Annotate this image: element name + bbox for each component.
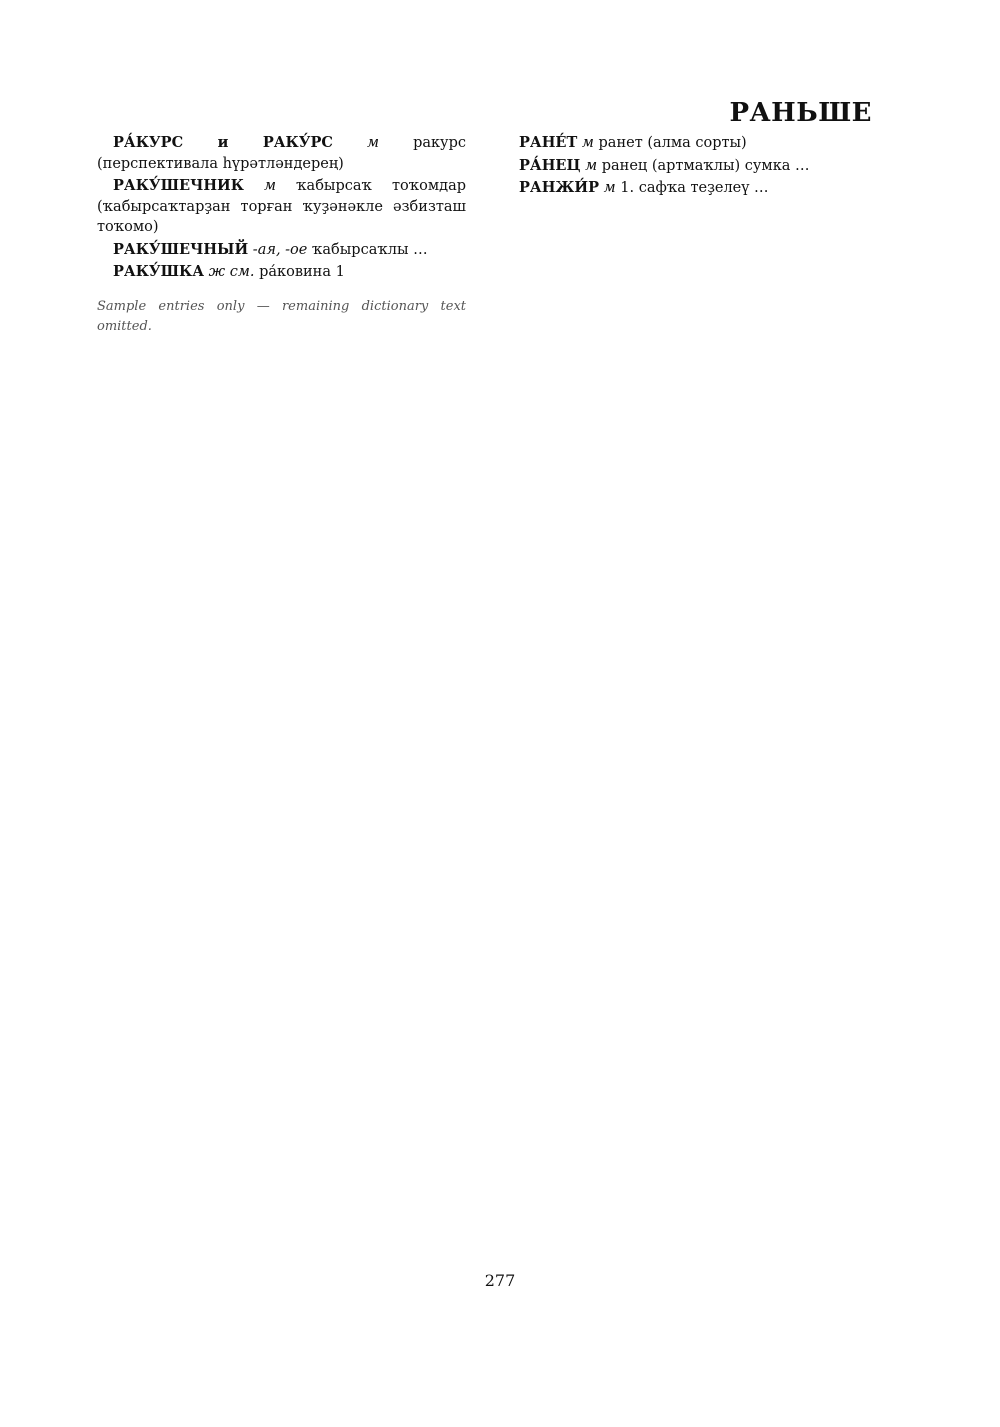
- entry-translation: ранет (алма сорты): [598, 135, 747, 151]
- entry-translation: ҡабырсаҡ тоҡомдар (ҡабырсаҡтарҙан торған ҡуҙәнәкле әзбизташ тоҡомо): [97, 178, 466, 235]
- running-head: РАНЬШЕ: [729, 98, 872, 128]
- entry-headword: РАКУ́ШЕЧНИК: [113, 177, 244, 194]
- entry-headword: РАКУ́ШЕЧНЫЙ: [113, 240, 249, 258]
- entry-grammar: м: [332, 135, 414, 151]
- placeholder-note: Sample entries only — remaining dictionary text omitted.: [97, 298, 466, 334]
- dictionary-entry: [503, 156, 872, 177]
- entry-translation: ракурс (перспективала һүрәтләндерең): [97, 135, 466, 172]
- entry-translation: ра́ковина 1: [259, 264, 345, 280]
- right-column: [503, 133, 872, 340]
- entry-translation: 1. сафҡа теҙелеү …: [620, 180, 769, 196]
- entry-grammar: м: [577, 135, 599, 151]
- entry-headword: РАКУ́ШКА: [113, 263, 205, 280]
- dictionary-entry: [97, 240, 466, 261]
- entry-headword: РА́КУРС и РАКУ́РС: [113, 134, 333, 151]
- columns: [97, 133, 872, 340]
- entry-headword: РА́НЕЦ: [519, 156, 581, 174]
- entry-grammar: м: [580, 157, 602, 174]
- entry-grammar: ж см.: [204, 264, 260, 280]
- dictionary-entry: [503, 133, 872, 154]
- left-column: [97, 133, 466, 340]
- entry-grammar: м: [599, 180, 621, 196]
- entry-grammar: м: [243, 178, 297, 194]
- dictionary-entry: [97, 176, 466, 238]
- entry-headword: РАНЕ́Т: [519, 134, 578, 151]
- entry-translation: ранец (артмаҡлы) сумка …: [601, 157, 810, 174]
- dictionary-entry: [97, 133, 466, 174]
- entry-grammar: -ая, -ое: [248, 241, 312, 258]
- page-number: 277: [484, 1271, 516, 1290]
- entry-headword: РАНЖИ́Р: [519, 179, 600, 196]
- entry-translation: ҡабырсаҡлы …: [311, 241, 428, 258]
- dictionary-entry: [503, 178, 872, 199]
- dictionary-entry: [97, 262, 466, 283]
